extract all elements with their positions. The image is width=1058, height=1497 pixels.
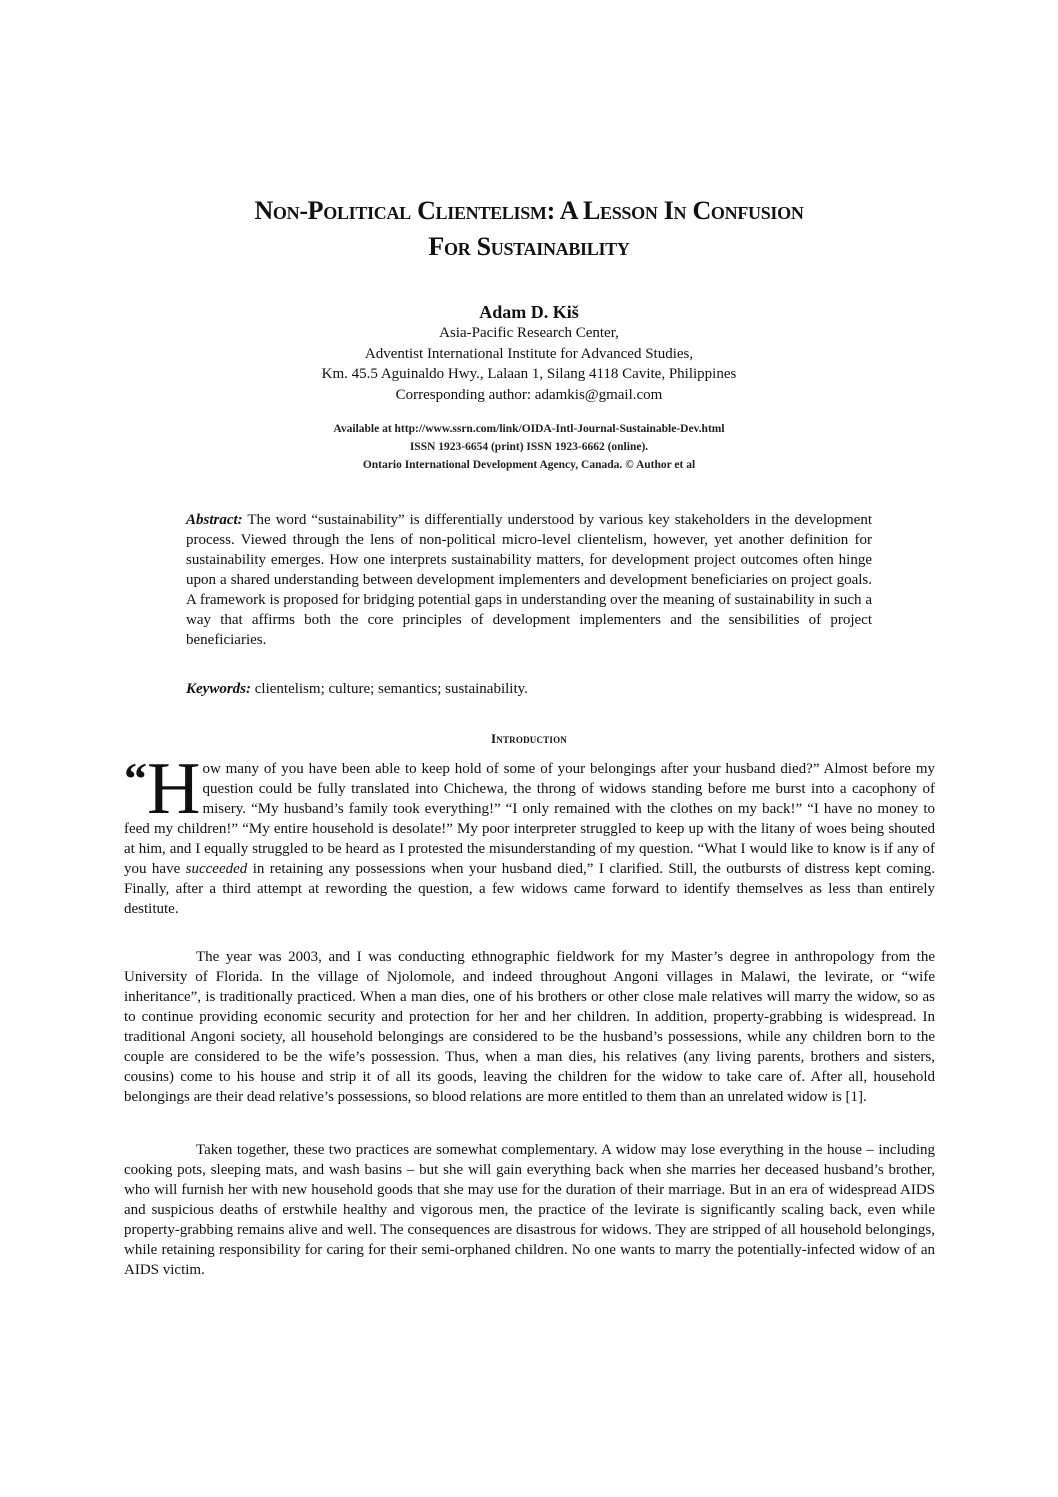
issn-line: ISSN 1923-6654 (print) ISSN 1923-6662 (online). <box>409 441 649 453</box>
intro-emphasis: succeeded <box>185 861 248 877</box>
intro-text-part-2: in retaining any possessions when your husband died,” I clarified. Still, the outbursts of distress kept coming. Finally, after a third attempt at rewording the question, a few widows came forward to identify themselves as less than entirely destitute. <box>124 861 935 917</box>
availability-url: Available at http://www.ssrn.com/link/OIDA-Intl-Journal-Sustainable-Dev.html <box>333 423 725 435</box>
author-name: Adam D. Kiš <box>479 302 579 322</box>
keywords <box>186 679 872 699</box>
drop-cap-letter: H <box>147 748 201 830</box>
publisher-line: Ontario International Development Agency, Canada. © Author et al <box>362 459 696 471</box>
keywords-label: Keywords: <box>186 681 251 697</box>
drop-cap-block <box>124 748 201 830</box>
affiliation-line: Asia-Pacific Research Center, <box>439 325 619 341</box>
section-heading-introduction: Introduction <box>491 731 567 746</box>
abstract-label: Abstract: <box>186 512 243 528</box>
body-paragraph-3: Taken together, these two practices are somewhat complementary. A widow may lose everything in the house – including cooking pots, sleeping mats, and wash basins – but she will gain everything back when she marries her deceased husband’s brother, who will furnish her with new household goods that she may use for the duration of their marriage. But in an era of widespread AIDS and suspicious deaths of erstwhile healthy and vigorous men, the practice of the levirate is significantly scaling back, even while property-grabbing remains alive and well. The consequences are disastrous for widows. They are stripped of all household belongings, while retaining responsibility for caring for their semi-orphaned children. No one wants to marry the potentially-infected widow of an AIDS victim. <box>124 1142 935 1278</box>
abstract <box>186 510 872 650</box>
affiliation-line: Adventist International Institute for Advanced Studies, <box>364 345 694 362</box>
paper-title <box>100 193 958 265</box>
affiliation-line: Km. 45.5 Aguinaldo Hwy., Lalaan 1, Silang 4118 Cavite, Philippines <box>321 366 737 382</box>
body-paragraph-2: The year was 2003, and I was conducting ethnographic fieldwork for my Master’s degree in anthropology from the University of Florida. In the village of Njolomole, and indeed throughout Angoni villages in Malawi, the levirate, or “wife inheritance”, is traditionally practiced. When a man dies, one of his brothers or other close male relatives will marry the widow, so as to continue providing economic security and protection for her and her children. In addition, property-grabbing is widespread. In traditional Angoni society, all household belongings are considered to be the husband’s possessions, while any children born to the couple are considered to be the wife’s possession. Thus, when a man dies, his relatives (any living parents, brothers and sisters, cousins) come to his house and strip it of all its goods, leaving the children for the widow to take care of. After all, household belongings are their dead relative’s possessions, so blood relations are more entitled to them than an unrelated widow is [1]. <box>124 949 935 1105</box>
open-quote-glyph: “ <box>124 753 143 804</box>
title-line-2: For Sustainability <box>428 232 630 261</box>
corresponding-author: Corresponding author: adamkis@gmail.com <box>395 386 663 403</box>
author-affiliation <box>100 323 958 405</box>
intro-paragraph <box>124 748 935 919</box>
publication-info <box>100 420 958 474</box>
abstract-text: The word “sustainability” is differentially understood by various key stakeholders in the development process. Viewed through the lens of non-political micro-level clientelism, however, yet another definition for sustainability emerges. How one interprets sustainability matters, for development project outcomes often hinge upon a shared understanding between development implementers and development beneficiaries on project goals. A framework is proposed for bridging potential gaps in understanding over the meaning of sustainability in such a way that affirms both the core principles of development implementers and the sensibilities of project beneficiaries. <box>186 512 872 648</box>
keywords-text: clientelism; culture; semantics; sustainability. <box>251 681 528 697</box>
intro-text-part-1: ow many of you have been able to keep hold of some of your belongings after your husband died?” Almost before my question could be fully translated into Chichewa, the throng of widows standing before me burst into a cacophony of misery. “My husband’s family took everything!” “I only remained with the clothes on my back!” “I have no money to feed my children!” “My entire household is desolate!” My poor interpreter struggled to keep up with the litany of woes being shouted at him, and I equally struggled to be heard as I protested the misunderstanding of my question. “What I would like to know is if any of you have <box>124 761 935 877</box>
title-line-1: Non-Political Clientelism: A Lesson In Confusion <box>254 196 804 225</box>
